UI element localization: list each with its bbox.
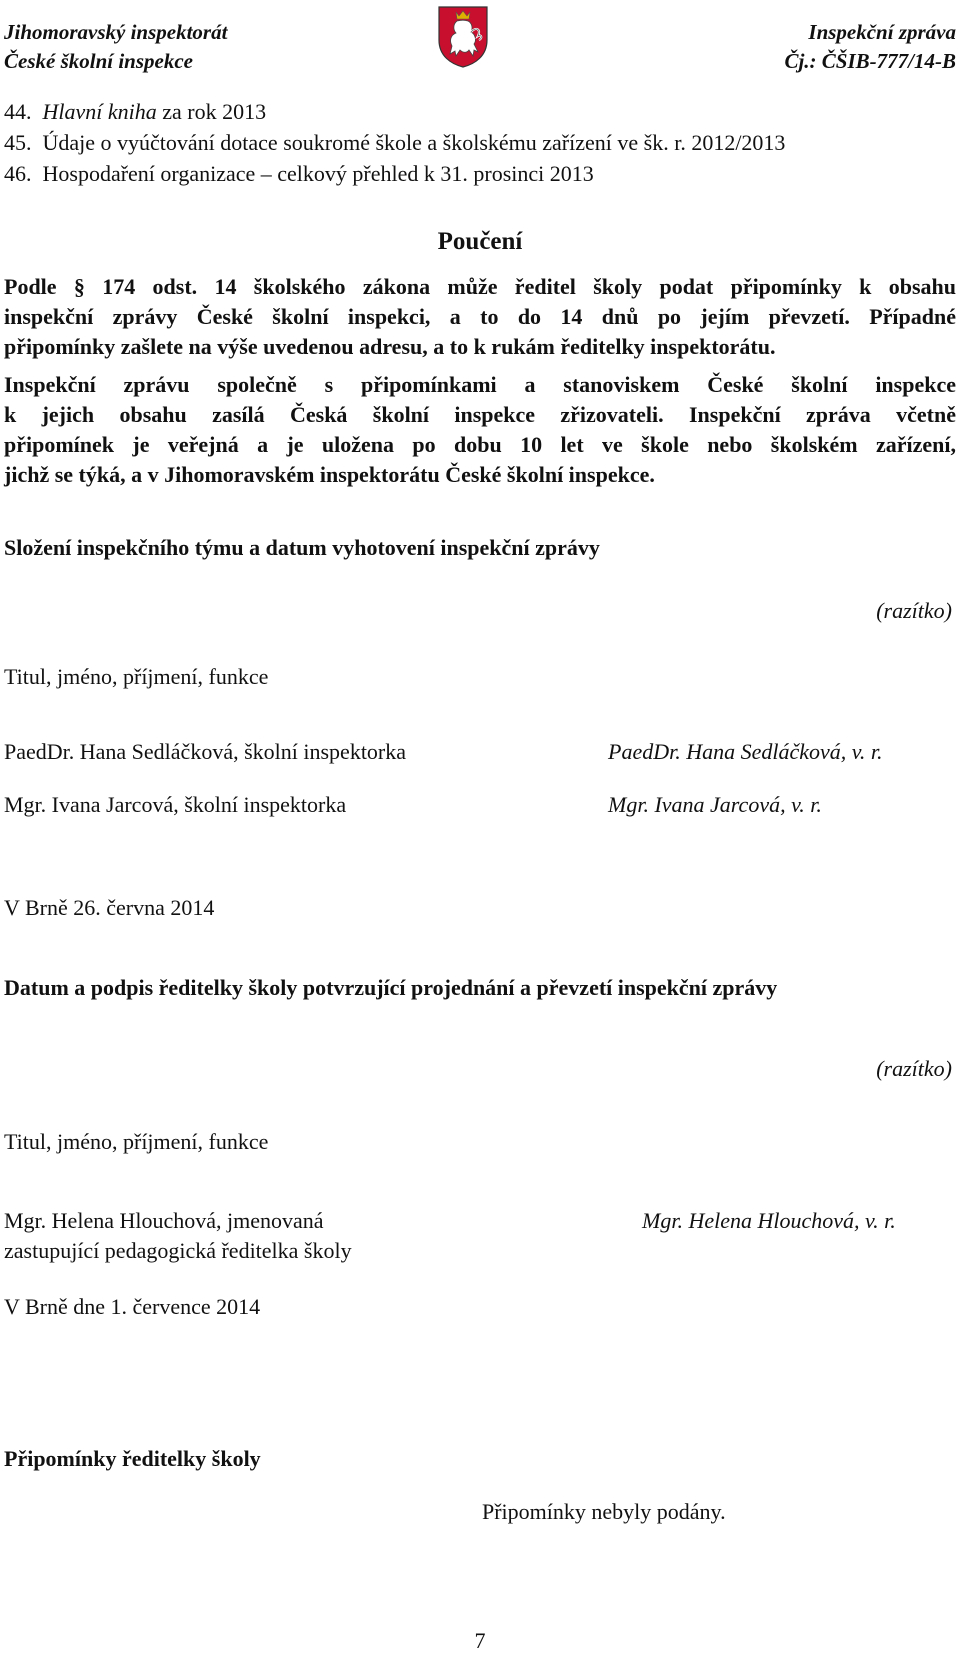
- column-label: Titul, jméno, příjmení, funkce: [4, 1129, 269, 1154]
- list-italic-text: Hlavní kniha: [42, 99, 157, 124]
- paragraph-line: inspekční zprávy České školní inspekci, a to do 14 dnů po jejím převzetí. Případné: [4, 304, 956, 329]
- list-text: Údaje o vyúčtování dotace soukromé škole a školskému zařízení ve šk. r. 2012/2013: [42, 130, 786, 155]
- page-number: 7: [474, 1628, 486, 1653]
- list-number: 44.: [4, 99, 32, 124]
- team-member-signature: PaedDr. Hana Sedláčková, v. r.: [608, 739, 883, 764]
- paragraph-line: k jejich obsahu zasílá Česká školní inspekce zřizovateli. Inspekční zpráva včetně: [4, 402, 956, 427]
- czech-lion-coat-of-arms-icon: [437, 4, 489, 68]
- paragraph-line: připomínky zašlete na výše uvedenou adresu, a to k rukám ředitelky inspektorátu.: [4, 334, 776, 359]
- list-text: za rok 2013: [156, 99, 267, 124]
- list-item: [4, 128, 785, 158]
- section-title-pouceni: Poučení: [437, 228, 523, 255]
- section-heading-director: Datum a podpis ředitelky školy potvrzující projednání a převzetí inspekční zprávy: [4, 975, 778, 1000]
- team-member-name: Mgr. Ivana Jarcová, školní inspektorka: [4, 792, 347, 817]
- header-inspectorate: Jihomoravský inspektorát: [4, 20, 228, 44]
- list-number: 46.: [4, 161, 32, 186]
- list-item: [4, 97, 266, 127]
- team-date: V Brně 26. června 2014: [4, 895, 215, 920]
- section-heading-team: Složení inspekčního týmu a datum vyhotovení inspekční zprávy: [4, 535, 600, 560]
- column-label: Titul, jméno, příjmení, funkce: [4, 664, 269, 689]
- list-text: Hospodaření organizace – celkový přehled k 31. prosinci 2013: [42, 161, 594, 186]
- paragraph-line: jichž se týká, a v Jihomoravském inspektorátu České školní inspekce.: [4, 462, 655, 487]
- director-signature: Mgr. Helena Hlouchová, v. r.: [642, 1208, 896, 1233]
- section-heading-comments: Připomínky ředitelky školy: [4, 1446, 261, 1471]
- director-name: Mgr. Helena Hlouchová, jmenovaná: [4, 1208, 324, 1233]
- director-date: V Brně dne 1. července 2014: [4, 1294, 261, 1319]
- list-number: 45.: [4, 130, 32, 155]
- team-member-signature: Mgr. Ivana Jarcová, v. r.: [608, 792, 822, 817]
- header-ref-number: Čj.: ČŠIB-777/14-B: [784, 49, 956, 73]
- comments-text: Připomínky nebyly podány.: [482, 1499, 726, 1524]
- header-institution: České školní inspekce: [4, 49, 193, 73]
- header-doc-type: Inspekční zpráva: [808, 20, 956, 44]
- instruction-paragraph: [4, 370, 956, 490]
- instruction-paragraph: [4, 272, 956, 362]
- team-member-name: PaedDr. Hana Sedláčková, školní inspektorka: [4, 739, 407, 764]
- paragraph-line: Podle § 174 odst. 14 školského zákona může ředitel školy podat připomínky k obsahu: [4, 274, 956, 299]
- paragraph-line: připomínek je veřejná a je uložena po dobu 10 let ve škole nebo školském zařízení,: [4, 432, 956, 457]
- stamp-placeholder: (razítko): [876, 1056, 952, 1081]
- director-role: zastupující pedagogická ředitelka školy: [4, 1238, 352, 1263]
- stamp-placeholder: (razítko): [876, 598, 952, 623]
- list-item: [4, 159, 594, 189]
- paragraph-line: Inspekční zprávu společně s připomínkami a stanoviskem České školní inspekce: [4, 372, 956, 397]
